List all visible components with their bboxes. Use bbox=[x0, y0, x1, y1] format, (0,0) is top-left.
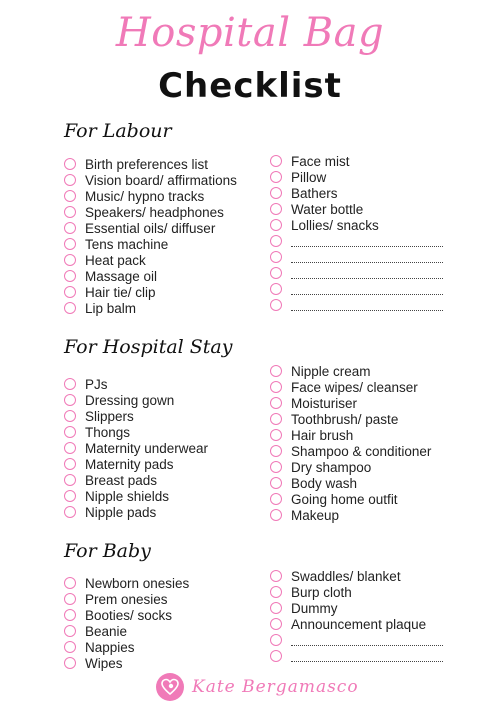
checklist-item[interactable] bbox=[270, 185, 443, 201]
checklist-item-label: Water bottle bbox=[291, 201, 364, 217]
checkbox-circle[interactable] bbox=[270, 570, 282, 582]
checklist-item[interactable] bbox=[64, 156, 237, 172]
checklist-item-label: Vision board/ affirmations bbox=[85, 172, 237, 188]
labour-list-right bbox=[270, 153, 443, 313]
checklist-item-label: Nipple cream bbox=[291, 363, 371, 379]
checklist-item-label: Dry shampoo bbox=[291, 459, 372, 475]
blank-entry-line[interactable] bbox=[291, 286, 443, 295]
brand-name: Kate Bergamasco bbox=[192, 677, 359, 697]
checklist-item-label: PJs bbox=[85, 376, 108, 392]
checklist-item[interactable] bbox=[270, 217, 443, 233]
checklist-item[interactable] bbox=[270, 201, 443, 217]
brand-logo bbox=[156, 673, 359, 701]
checklist-item[interactable] bbox=[64, 504, 208, 520]
checkbox-circle[interactable] bbox=[270, 429, 282, 441]
blank-entry-line[interactable] bbox=[291, 653, 443, 662]
checkbox-circle[interactable] bbox=[270, 509, 282, 521]
checklist-item-label: Lollies/ snacks bbox=[291, 217, 379, 233]
labour-list-left bbox=[64, 156, 237, 316]
checklist-item[interactable] bbox=[270, 584, 443, 600]
section-title-stay: For Hospital Stay bbox=[64, 336, 233, 358]
checklist-item[interactable] bbox=[64, 284, 237, 300]
checklist-item-label: Swaddles/ blanket bbox=[291, 568, 401, 584]
checkbox-circle[interactable] bbox=[270, 634, 282, 646]
checklist-item[interactable] bbox=[64, 188, 237, 204]
checklist-item[interactable] bbox=[270, 363, 431, 379]
checklist-item-label: Speakers/ headphones bbox=[85, 204, 224, 220]
checklist-item-label: Beanie bbox=[85, 623, 128, 639]
checklist-item[interactable] bbox=[64, 456, 208, 472]
checkbox-circle[interactable] bbox=[270, 381, 282, 393]
checkbox-circle[interactable] bbox=[64, 286, 76, 298]
checklist-item[interactable] bbox=[270, 233, 443, 249]
checkbox-circle[interactable] bbox=[64, 206, 76, 218]
checkbox-circle[interactable] bbox=[64, 174, 76, 186]
checklist-item[interactable] bbox=[270, 169, 443, 185]
checkbox-circle[interactable] bbox=[270, 650, 282, 662]
checklist-item[interactable] bbox=[64, 408, 208, 424]
checkbox-circle[interactable] bbox=[270, 618, 282, 630]
checklist-item-label: Heat pack bbox=[85, 252, 146, 268]
checklist-item[interactable] bbox=[270, 491, 431, 507]
checklist-item-label: Body wash bbox=[291, 475, 358, 491]
checklist-item[interactable] bbox=[64, 591, 189, 607]
checkbox-circle[interactable] bbox=[64, 593, 76, 605]
checklist-item[interactable] bbox=[270, 427, 431, 443]
checklist-item[interactable] bbox=[270, 153, 443, 169]
checklist-item[interactable] bbox=[64, 252, 237, 268]
checklist-item[interactable] bbox=[270, 600, 443, 616]
checklist-item[interactable] bbox=[270, 616, 443, 632]
checkbox-circle[interactable] bbox=[270, 586, 282, 598]
checkbox-circle[interactable] bbox=[64, 394, 76, 406]
checklist-item-label: Dummy bbox=[291, 600, 338, 616]
checkbox-circle[interactable] bbox=[64, 254, 76, 266]
checkbox-circle[interactable] bbox=[64, 442, 76, 454]
checklist-item-label: Breast pads bbox=[85, 472, 158, 488]
checkbox-circle[interactable] bbox=[270, 413, 282, 425]
checkbox-circle[interactable] bbox=[64, 506, 76, 518]
checklist-item-label: Booties/ socks bbox=[85, 607, 173, 623]
checkbox-circle[interactable] bbox=[270, 219, 282, 231]
checklist-item[interactable] bbox=[270, 507, 431, 523]
checkbox-circle[interactable] bbox=[270, 477, 282, 489]
checklist-item[interactable] bbox=[64, 220, 237, 236]
checklist-item-label: Toothbrush/ paste bbox=[291, 411, 399, 427]
checklist-item[interactable] bbox=[64, 440, 208, 456]
checklist-item[interactable] bbox=[270, 297, 443, 313]
checklist-item-label: Maternity pads bbox=[85, 456, 174, 472]
checklist-item[interactable] bbox=[64, 623, 189, 639]
checklist-item-label: Moisturiser bbox=[291, 395, 358, 411]
checklist-item-label: Dressing gown bbox=[85, 392, 175, 408]
checkbox-circle[interactable] bbox=[64, 410, 76, 422]
blank-entry-line[interactable] bbox=[291, 270, 443, 279]
page-title: Checklist bbox=[158, 66, 342, 106]
checklist-item-label: Maternity underwear bbox=[85, 440, 209, 456]
checkbox-circle[interactable] bbox=[270, 155, 282, 167]
checklist-item[interactable] bbox=[270, 249, 443, 265]
checklist-item[interactable] bbox=[64, 300, 237, 316]
checkbox-circle[interactable] bbox=[270, 203, 282, 215]
checkbox-circle[interactable] bbox=[270, 397, 282, 409]
checklist-item[interactable] bbox=[64, 472, 208, 488]
checklist-item[interactable] bbox=[270, 443, 431, 459]
checklist-item[interactable] bbox=[270, 568, 443, 584]
checklist-item[interactable] bbox=[64, 392, 208, 408]
checkbox-circle[interactable] bbox=[270, 187, 282, 199]
checklist-item-label: Slippers bbox=[85, 408, 134, 424]
checkbox-circle[interactable] bbox=[64, 158, 76, 170]
checklist-item-label: Announcement plaque bbox=[291, 616, 427, 632]
checklist-item[interactable] bbox=[270, 395, 431, 411]
checklist-item[interactable] bbox=[64, 607, 189, 623]
checklist-item[interactable] bbox=[64, 268, 237, 284]
checkbox-circle[interactable] bbox=[64, 577, 76, 589]
checklist-item-label: Face wipes/ cleanser bbox=[291, 379, 418, 395]
checklist-item[interactable] bbox=[270, 459, 431, 475]
checkbox-circle[interactable] bbox=[270, 171, 282, 183]
checklist-item[interactable] bbox=[64, 575, 189, 591]
checkbox-circle[interactable] bbox=[270, 251, 282, 263]
checklist-item[interactable] bbox=[270, 265, 443, 281]
checklist-item-label: Newborn onesies bbox=[85, 575, 190, 591]
checkbox-circle[interactable] bbox=[64, 641, 76, 653]
baby-list-left bbox=[64, 575, 189, 671]
checklist-item-label: Nipple pads bbox=[85, 504, 157, 520]
checklist-item[interactable] bbox=[270, 281, 443, 297]
checklist-item[interactable] bbox=[270, 632, 443, 648]
checklist-item-label: Nipple shields bbox=[85, 488, 170, 504]
checklist-item[interactable] bbox=[64, 639, 189, 655]
section-title-baby: For Baby bbox=[64, 540, 151, 562]
checklist-item-label: Burp cloth bbox=[291, 584, 352, 600]
checkbox-circle[interactable] bbox=[270, 235, 282, 247]
checklist-item[interactable] bbox=[270, 475, 431, 491]
checkbox-circle[interactable] bbox=[64, 426, 76, 438]
checklist-item[interactable] bbox=[64, 376, 208, 392]
checklist-item-label: Shampoo & conditioner bbox=[291, 443, 432, 459]
blank-entry-line[interactable] bbox=[291, 302, 443, 311]
checklist-item-label: Prem onesies bbox=[85, 591, 168, 607]
checklist-item-label: Pillow bbox=[291, 169, 327, 185]
checklist-item[interactable] bbox=[64, 204, 237, 220]
checkbox-circle[interactable] bbox=[270, 445, 282, 457]
checkbox-circle[interactable] bbox=[64, 378, 76, 390]
checklist-item[interactable] bbox=[270, 648, 443, 664]
checkbox-circle[interactable] bbox=[64, 609, 76, 621]
checklist-item-label: Tens machine bbox=[85, 236, 169, 252]
section-title-labour: For Labour bbox=[64, 120, 172, 142]
blank-entry-line[interactable] bbox=[291, 254, 443, 263]
checklist-item-label: Makeup bbox=[291, 507, 340, 523]
checklist-item[interactable] bbox=[270, 379, 431, 395]
blank-entry-line[interactable] bbox=[291, 637, 443, 646]
checkbox-circle[interactable] bbox=[270, 299, 282, 311]
checklist-item[interactable] bbox=[270, 411, 431, 427]
checklist-item[interactable] bbox=[64, 488, 208, 504]
checkbox-circle[interactable] bbox=[270, 461, 282, 473]
checkbox-circle[interactable] bbox=[64, 190, 76, 202]
checkbox-circle[interactable] bbox=[64, 302, 76, 314]
checklist-item-label: Massage oil bbox=[85, 268, 158, 284]
title-script: Hospital Bag bbox=[115, 10, 385, 56]
checkbox-circle[interactable] bbox=[270, 493, 282, 505]
checklist-item-label: Hair brush bbox=[291, 427, 354, 443]
checkbox-circle[interactable] bbox=[64, 222, 76, 234]
checklist-item-label: Nappies bbox=[85, 639, 135, 655]
checklist-item[interactable] bbox=[64, 424, 208, 440]
checkbox-circle[interactable] bbox=[64, 238, 76, 250]
checkbox-circle[interactable] bbox=[64, 625, 76, 637]
checkbox-circle[interactable] bbox=[64, 270, 76, 282]
checklist-item-label: Bathers bbox=[291, 185, 338, 201]
blank-entry-line[interactable] bbox=[291, 238, 443, 247]
checklist-item-label: Essential oils/ diffuser bbox=[85, 220, 216, 236]
checklist-item[interactable] bbox=[64, 236, 237, 252]
checkbox-circle[interactable] bbox=[270, 365, 282, 377]
checkbox-circle[interactable] bbox=[270, 267, 282, 279]
stay-list-right bbox=[270, 363, 431, 523]
checkbox-circle[interactable] bbox=[64, 490, 76, 502]
checklist-item-label: Birth preferences list bbox=[85, 156, 209, 172]
checklist-item-label: Lip balm bbox=[85, 300, 137, 316]
checklist-item-label: Music/ hypno tracks bbox=[85, 188, 205, 204]
checklist-item[interactable] bbox=[64, 655, 189, 671]
checkbox-circle[interactable] bbox=[270, 602, 282, 614]
checklist-item[interactable] bbox=[64, 172, 237, 188]
checkbox-circle[interactable] bbox=[64, 458, 76, 470]
baby-list-right bbox=[270, 568, 443, 664]
heart-mother-icon bbox=[156, 673, 184, 701]
checkbox-circle[interactable] bbox=[64, 657, 76, 669]
checkbox-circle[interactable] bbox=[64, 474, 76, 486]
checklist-item-label: Face mist bbox=[291, 153, 350, 169]
checklist-item-label: Hair tie/ clip bbox=[85, 284, 156, 300]
checkbox-circle[interactable] bbox=[270, 283, 282, 295]
stay-list-left bbox=[64, 376, 208, 520]
checklist-item-label: Thongs bbox=[85, 424, 131, 440]
checklist-item-label: Going home outfit bbox=[291, 491, 398, 507]
checklist-item-label: Wipes bbox=[85, 655, 123, 671]
